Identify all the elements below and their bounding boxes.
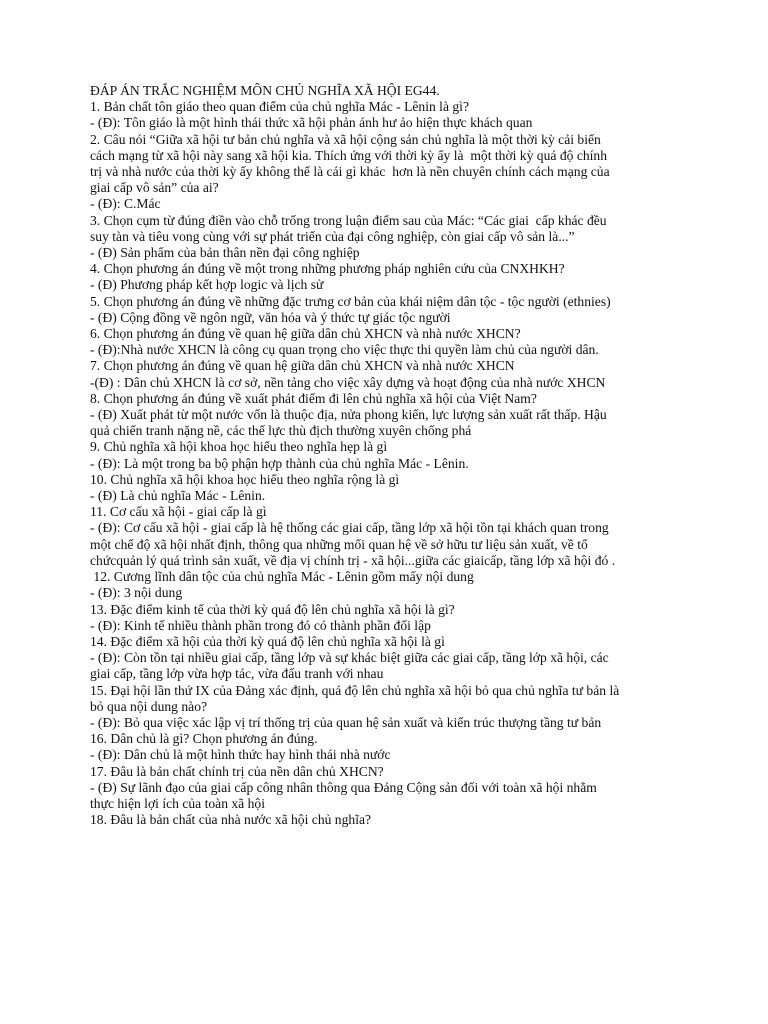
document-line: - (Đ): 3 nội dung [90, 585, 183, 601]
document-line: 8. Chọn phương án đúng về xuất phát điểm đi lên chủ nghĩa xã hội của Việt Nam? [90, 390, 537, 406]
document-line: - (Đ): C.Mác [90, 196, 161, 212]
document-line: 13. Đặc điểm kinh tế của thời kỳ quá độ lên chủ nghĩa xã hội là gì? [90, 601, 455, 617]
document-line: cách mạng từ xã hội này sang xã hội kia. Thích ứng với thời kỳ ấy là một thời kỳ quá độ chính [90, 147, 608, 163]
document-title: ĐÁP ÁN TRẮC NGHIỆM MÔN CHỦ NGHĨA XÃ HỘI EG44. [90, 83, 440, 98]
document-line: - (Đ) Xuất phát từ một nước vốn là thuộc địa, nửa phong kiến, lực lượng sản xuất rất thấp. Hậu [90, 407, 607, 423]
document-line: 14. Đặc điểm xã hội của thời kỳ quá độ lên chủ nghĩa xã hội là gì [90, 633, 445, 649]
document-line: 12. Cương lĩnh dân tộc của chủ nghĩa Mác - Lênin gồm mấy nội dung [90, 569, 474, 585]
document-line: 3. Chọn cụm từ đúng điền vào chỗ trống trong luận điểm sau của Mác: “Các giai cấp khác đều [90, 212, 607, 228]
document-line: thực hiện lợi ích của toàn xã hội [90, 795, 265, 811]
document-line: 18. Đâu là bản chất của nhà nước xã hội chủ nghĩa? [90, 812, 372, 828]
document-line: 2. Câu nói “Giữa xã hội tư bản chủ nghĩa và xã hội cộng sản chủ nghĩa là một thời kỳ cải biến [90, 131, 601, 147]
document-line: - (Đ): Là một trong ba bộ phận hợp thành của chủ nghĩa Mác - Lênin. [90, 455, 469, 471]
document-page [90, 83, 680, 828]
document-line: 6. Chọn phương án đúng về quan hệ giữa dân chủ XHCN và nhà nước XHCN? [90, 326, 521, 342]
document-line: 17. Đâu là bản chất chính trị của nền dân chủ XHCN? [90, 763, 384, 779]
document-line: bỏ qua nội dung nào? [90, 698, 208, 714]
document-line: - (Đ): Tôn giáo là một hình thái thức xã hội phản ánh hư ảo hiện thực khách quan [90, 115, 533, 131]
document-line: 10. Chủ nghĩa xã hội khoa học hiểu theo nghĩa rộng là gì [90, 471, 400, 487]
document-line: 16. Dân chủ là gì? Chọn phương án đúng. [90, 731, 318, 747]
document-line: - (Đ) Là chủ nghĩa Mác - Lênin. [90, 488, 266, 504]
document-line: 1. Bản chất tôn giáo theo quan điểm của chủ nghĩa Mác - Lênin là gì? [90, 99, 469, 115]
document-line: 9. Chủ nghĩa xã hội khoa học hiểu theo nghĩa hẹp là gì [90, 439, 388, 455]
document-line: 5. Chọn phương án đúng về những đặc trưng cơ bản của khái niệm dân tộc - tộc người (ethnies) [90, 293, 611, 309]
document-line: giai cấp vô sản” của ai? [90, 180, 219, 196]
document-line: một chế độ xã hội nhất định, thông qua những mối quan hệ về sở hữu tư liệu sản xuất, về tổ [90, 536, 588, 552]
document-line: 7. Chọn phương án đúng về quan hệ giữa dân chủ XHCN và nhà nước XHCN [90, 358, 515, 374]
document-line: - (Đ): Dân chủ là một hình thức hay hình thái nhà nước [90, 747, 391, 763]
document-line: - (Đ):Nhà nước XHCN là công cụ quan trọng cho việc thực thi quyền làm chủ của người dân. [90, 342, 599, 358]
document-line: 11. Cơ cấu xã hội - giai cấp là gì [90, 504, 267, 520]
document-body [90, 99, 680, 828]
document-line: trị và nhà nước của thời kỳ ấy không thể là cái gì khác hơn là nền chuyên chính cách mạng của [90, 164, 610, 180]
document-line: 15. Đại hội lần thứ IX của Đảng xác định, quá độ lên chủ nghĩa xã hội bỏ qua chủ nghĩa tư bản là [90, 682, 620, 698]
document-line: giai cấp, tầng lớp vừa hợp tác, vừa đấu tranh với nhau [90, 666, 384, 682]
document-line: - (Đ): Bỏ qua việc xác lập vị trí thống trị của quan hệ sản xuất và kiến trúc thượng tầng tư bản [90, 714, 602, 730]
document-line: -(Đ) : Dân chủ XHCN là cơ sở, nền tảng cho việc xây dựng và hoạt động của nhà nước XHCN [90, 374, 606, 390]
document-line: - (Đ): Cơ cấu xã hội - giai cấp là hệ thống các giai cấp, tầng lớp xã hội tồn tại khách quan trong [90, 520, 609, 536]
document-line: - (Đ) Sự lãnh đạo của giai cấp công nhân thông qua Đảng Cộng sản đối với toàn xã hội nhằm [90, 779, 597, 795]
document-line: chứcquản lý quá trình sản xuất, về địa vị chính trị - xã hội...giữa các giaicấp, tầng lớp xã hội đó . [90, 552, 616, 568]
document-line: - (Đ): Kinh tế nhiều thành phần trong đó có thành phần đối lập [90, 617, 431, 633]
document-line: suy tàn và tiêu vong cùng với sự phát triển của đại công nghiệp, còn giai cấp vô sản là...” [90, 228, 575, 244]
document-line: 4. Chọn phương án đúng về một trong những phương pháp nghiên cứu của CNXHKH? [90, 261, 565, 277]
document-line: quả chiến tranh nặng nề, các thế lực thù địch thường xuyên chống phá [90, 423, 472, 439]
document-line: - (Đ): Còn tồn tại nhiều giai cấp, tầng lớp và sự khác biệt giữa các giai cấp, tầng lớp xã hội, các [90, 650, 609, 666]
document-line: - (Đ) Sản phẩm của bản thân nền đại công nghiệp [90, 245, 360, 261]
document-line: - (Đ) Phương pháp kết hợp logic và lịch sử [90, 277, 324, 293]
document-line: - (Đ) Cộng đồng về ngôn ngữ, văn hóa và ý thức tự giác tộc người [90, 309, 451, 325]
